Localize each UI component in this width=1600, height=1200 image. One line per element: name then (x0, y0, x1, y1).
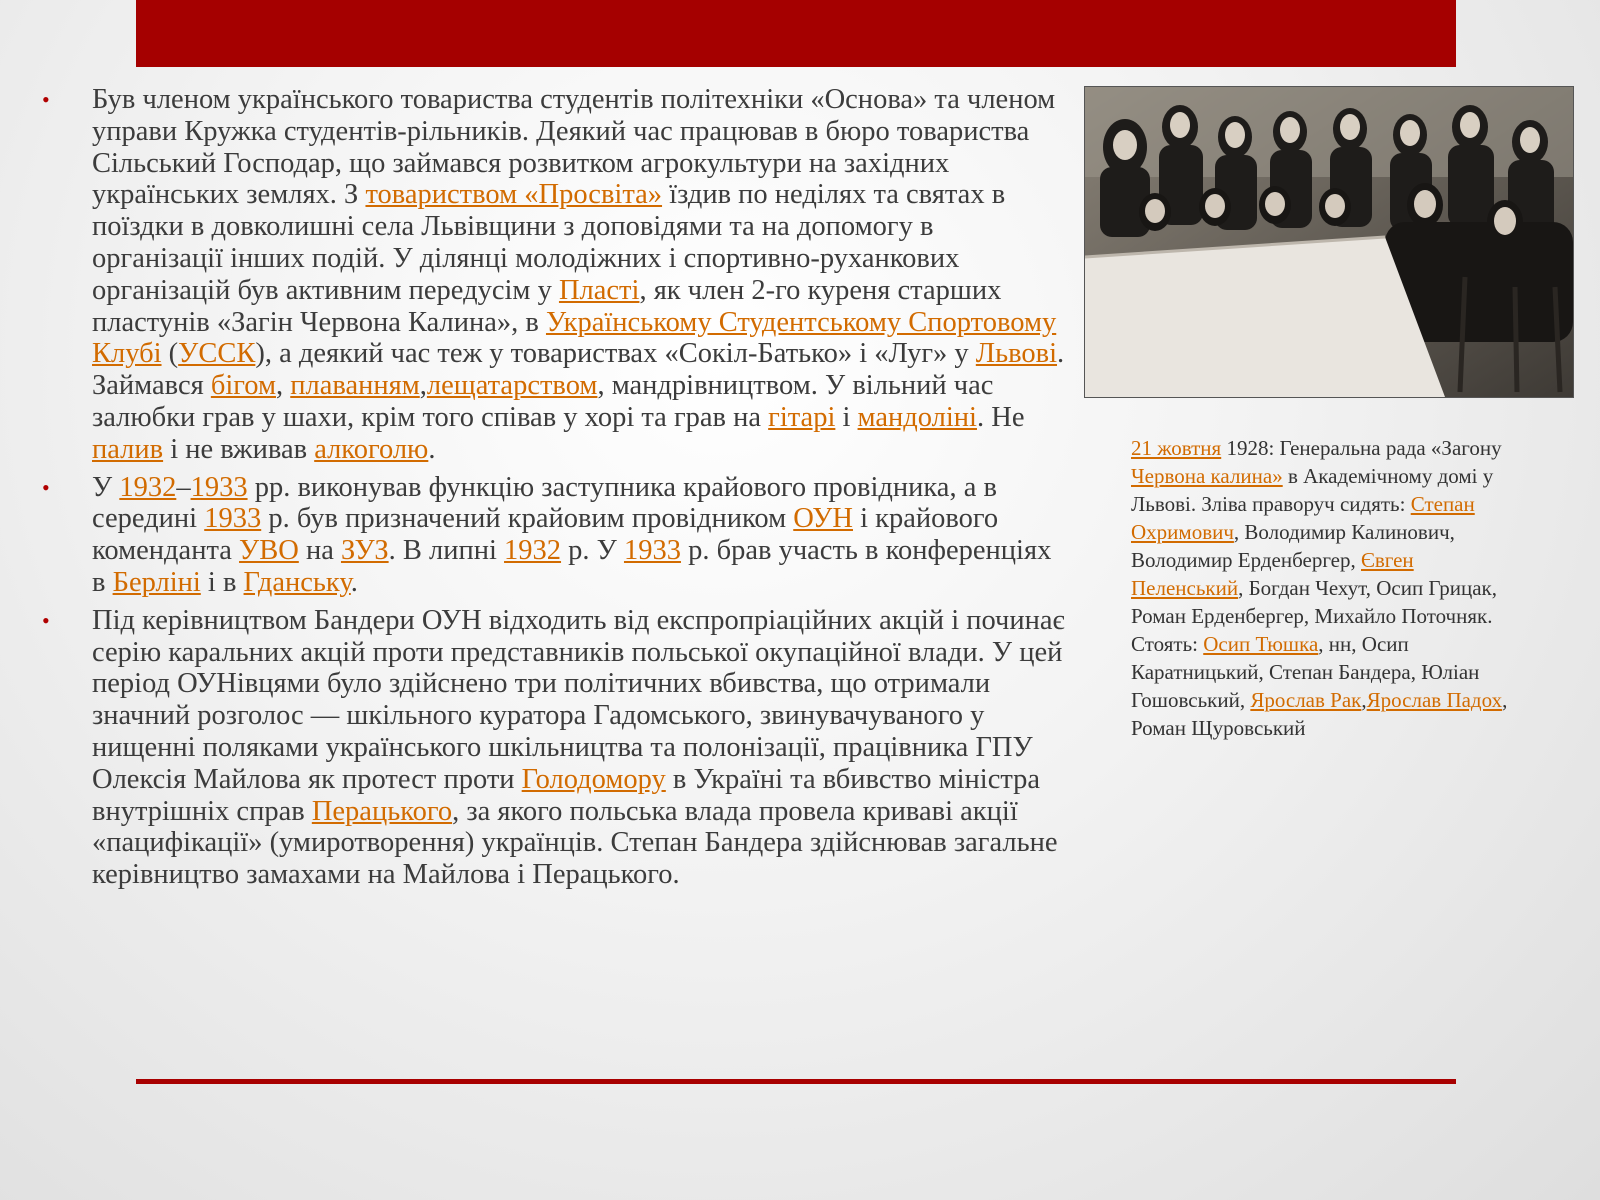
text-run: У (92, 471, 120, 503)
photo-caption-text (1131, 436, 1507, 740)
text-link[interactable]: товариством «Просвіта» (365, 179, 663, 211)
text-link[interactable]: Євген Пеленський (1131, 548, 1414, 600)
bullet-marker: • (42, 607, 50, 633)
text-run: . В липні (388, 535, 505, 567)
text-run: , Роман Щуровський (1131, 688, 1508, 740)
text-link[interactable]: алкоголю (314, 433, 429, 465)
text-run: , (1361, 688, 1367, 712)
text-run: , Богдан Чехут, Осип Грицак, Роман Ерденбергер, Михайло Поточняк. Стоять: (1131, 576, 1497, 656)
text-run: ( (161, 338, 179, 370)
text-link[interactable]: УССК (178, 338, 256, 370)
text-run: в Академічному домі у Львові. Зліва праворуч сидять: (1131, 464, 1494, 516)
text-link[interactable]: Перацького (311, 795, 453, 827)
text-run: . Займався (92, 338, 1065, 402)
text-run: , нн, Осип Каратницький, Степан Бандера, Юліан Гошовський, (1131, 632, 1480, 712)
bullet-text-3 (92, 605, 1065, 890)
text-link[interactable]: лещатарством (426, 370, 598, 402)
bullet-list (40, 84, 1070, 897)
text-link[interactable]: ОУН (793, 503, 853, 535)
text-link[interactable]: 1933 (204, 503, 262, 535)
text-run: – (176, 471, 191, 503)
photo-caption (1131, 434, 1511, 742)
text-link[interactable]: Ярослав Рак (1250, 688, 1362, 712)
text-link[interactable]: плаванням (290, 370, 420, 402)
text-run: . (428, 433, 436, 465)
bullet-text-1 (92, 84, 1064, 465)
text-run: . Не (976, 401, 1025, 433)
bottom-accent-rule (136, 1079, 1456, 1084)
text-link[interactable]: 1932 (504, 535, 562, 567)
text-link[interactable]: 1932 (119, 471, 177, 503)
text-run: їздив по неділях та святах в поїздки в довколишні села Львівщини з доповідями та на допомогу в організації інших подій. У ділянці молодіжних і спортивно-руханкових організацій був активним передусім у (92, 179, 1006, 306)
text-run: , Володимир Калинович, Володимир Ерденбергер, (1131, 520, 1455, 572)
text-run: р. У (561, 535, 624, 567)
text-run: і не вживав (163, 433, 315, 465)
text-run: , (276, 370, 291, 402)
text-run: в Україні та вбивство міністра внутрішніх справ (92, 763, 1041, 827)
text-link[interactable]: Гданську (243, 566, 351, 598)
text-link[interactable]: Пласті (558, 274, 640, 306)
text-link[interactable]: Ярослав Падох (1366, 688, 1503, 712)
text-run: і (835, 401, 858, 433)
text-link[interactable]: ЗУЗ (340, 535, 389, 567)
group-photo (1084, 86, 1574, 398)
text-run: рр. виконував функцію заступника крайового провідника, а в середині (92, 471, 997, 535)
text-link[interactable]: 1933 (190, 471, 248, 503)
text-run: Під керівництвом Бандери ОУН відходить від експропріаційних акцій і починає серію каральних акцій проти представників польської окупаційної влади. У цей період ОУНівцями було здійснено три політичних вбивства, що отримали значний розголос — шкільного куратора Гадомського, звинувачуваного у нищенні поляками українського шкільництва та полонізації, працівника ГПУ Олексія Майлова як протест проти (92, 604, 1065, 795)
bullet-marker: • (42, 87, 50, 112)
text-link[interactable]: Степан Охримович (1131, 492, 1475, 544)
text-link[interactable]: гітарі (768, 401, 836, 433)
text-link[interactable]: Берліні (112, 566, 201, 598)
bullet-item-1 (40, 84, 1070, 466)
text-link[interactable]: Голодомору (521, 763, 666, 795)
text-run: , мандрівництвом. У вільний час залюбки грав у шахи, крім того співав у хорі та грав на (92, 370, 994, 433)
text-link[interactable]: бігом (210, 370, 276, 402)
text-run: , (419, 370, 427, 402)
top-accent-bar (136, 0, 1456, 67)
text-run: . (350, 566, 358, 598)
bullet-item-3 (40, 605, 1070, 891)
text-run: , як член 2-го куреня старших пластунів «Загін Червона Калина», в (92, 274, 1002, 338)
bullet-item-2 (40, 472, 1070, 599)
text-link[interactable]: УВО (239, 535, 299, 567)
text-link[interactable]: 1933 (623, 535, 681, 567)
bullet-marker: • (42, 474, 50, 500)
text-run: , за якого польська влада провела криваві акції «пацифікації» (умиротворення) українців. Степан Бандера здійснював загальне керівництво замахами на Майлова і Перацького. (92, 795, 1058, 891)
text-link[interactable]: Львові (975, 338, 1058, 370)
text-link[interactable]: мандоліні (857, 401, 977, 433)
text-run: і крайового коменданта (92, 503, 999, 567)
group-photo-image (1085, 87, 1573, 397)
text-run: на (298, 535, 341, 567)
text-link[interactable]: 21 жовтня (1131, 436, 1222, 460)
bullet-text-2 (92, 472, 1051, 598)
text-run: р. був призначений крайовим провідником (261, 503, 794, 535)
text-link[interactable]: Червона калина» (1131, 464, 1283, 488)
text-link[interactable]: палив (92, 433, 164, 465)
text-run: 1928: Генеральна рада «Загону (1221, 436, 1502, 460)
text-run: Був членом українського товариства студентів політехніки «Основа» та членом управи Кружка студентів-рільників. Деякий час працював в бюро товариства Сільський Господар, що займався розвитком агрокультури на західних українських землях. З (92, 84, 1056, 211)
text-run: р. брав участь в конференціях в (92, 535, 1052, 598)
text-link[interactable]: Українському Студентському Спортовому Клубі (92, 306, 1057, 370)
text-run: ), а деякий час теж у товариствах «Сокіл-Батько» і «Луг» у (255, 338, 976, 370)
text-run: і в (200, 566, 244, 598)
text-link[interactable]: Осип Тюшка (1203, 632, 1319, 656)
